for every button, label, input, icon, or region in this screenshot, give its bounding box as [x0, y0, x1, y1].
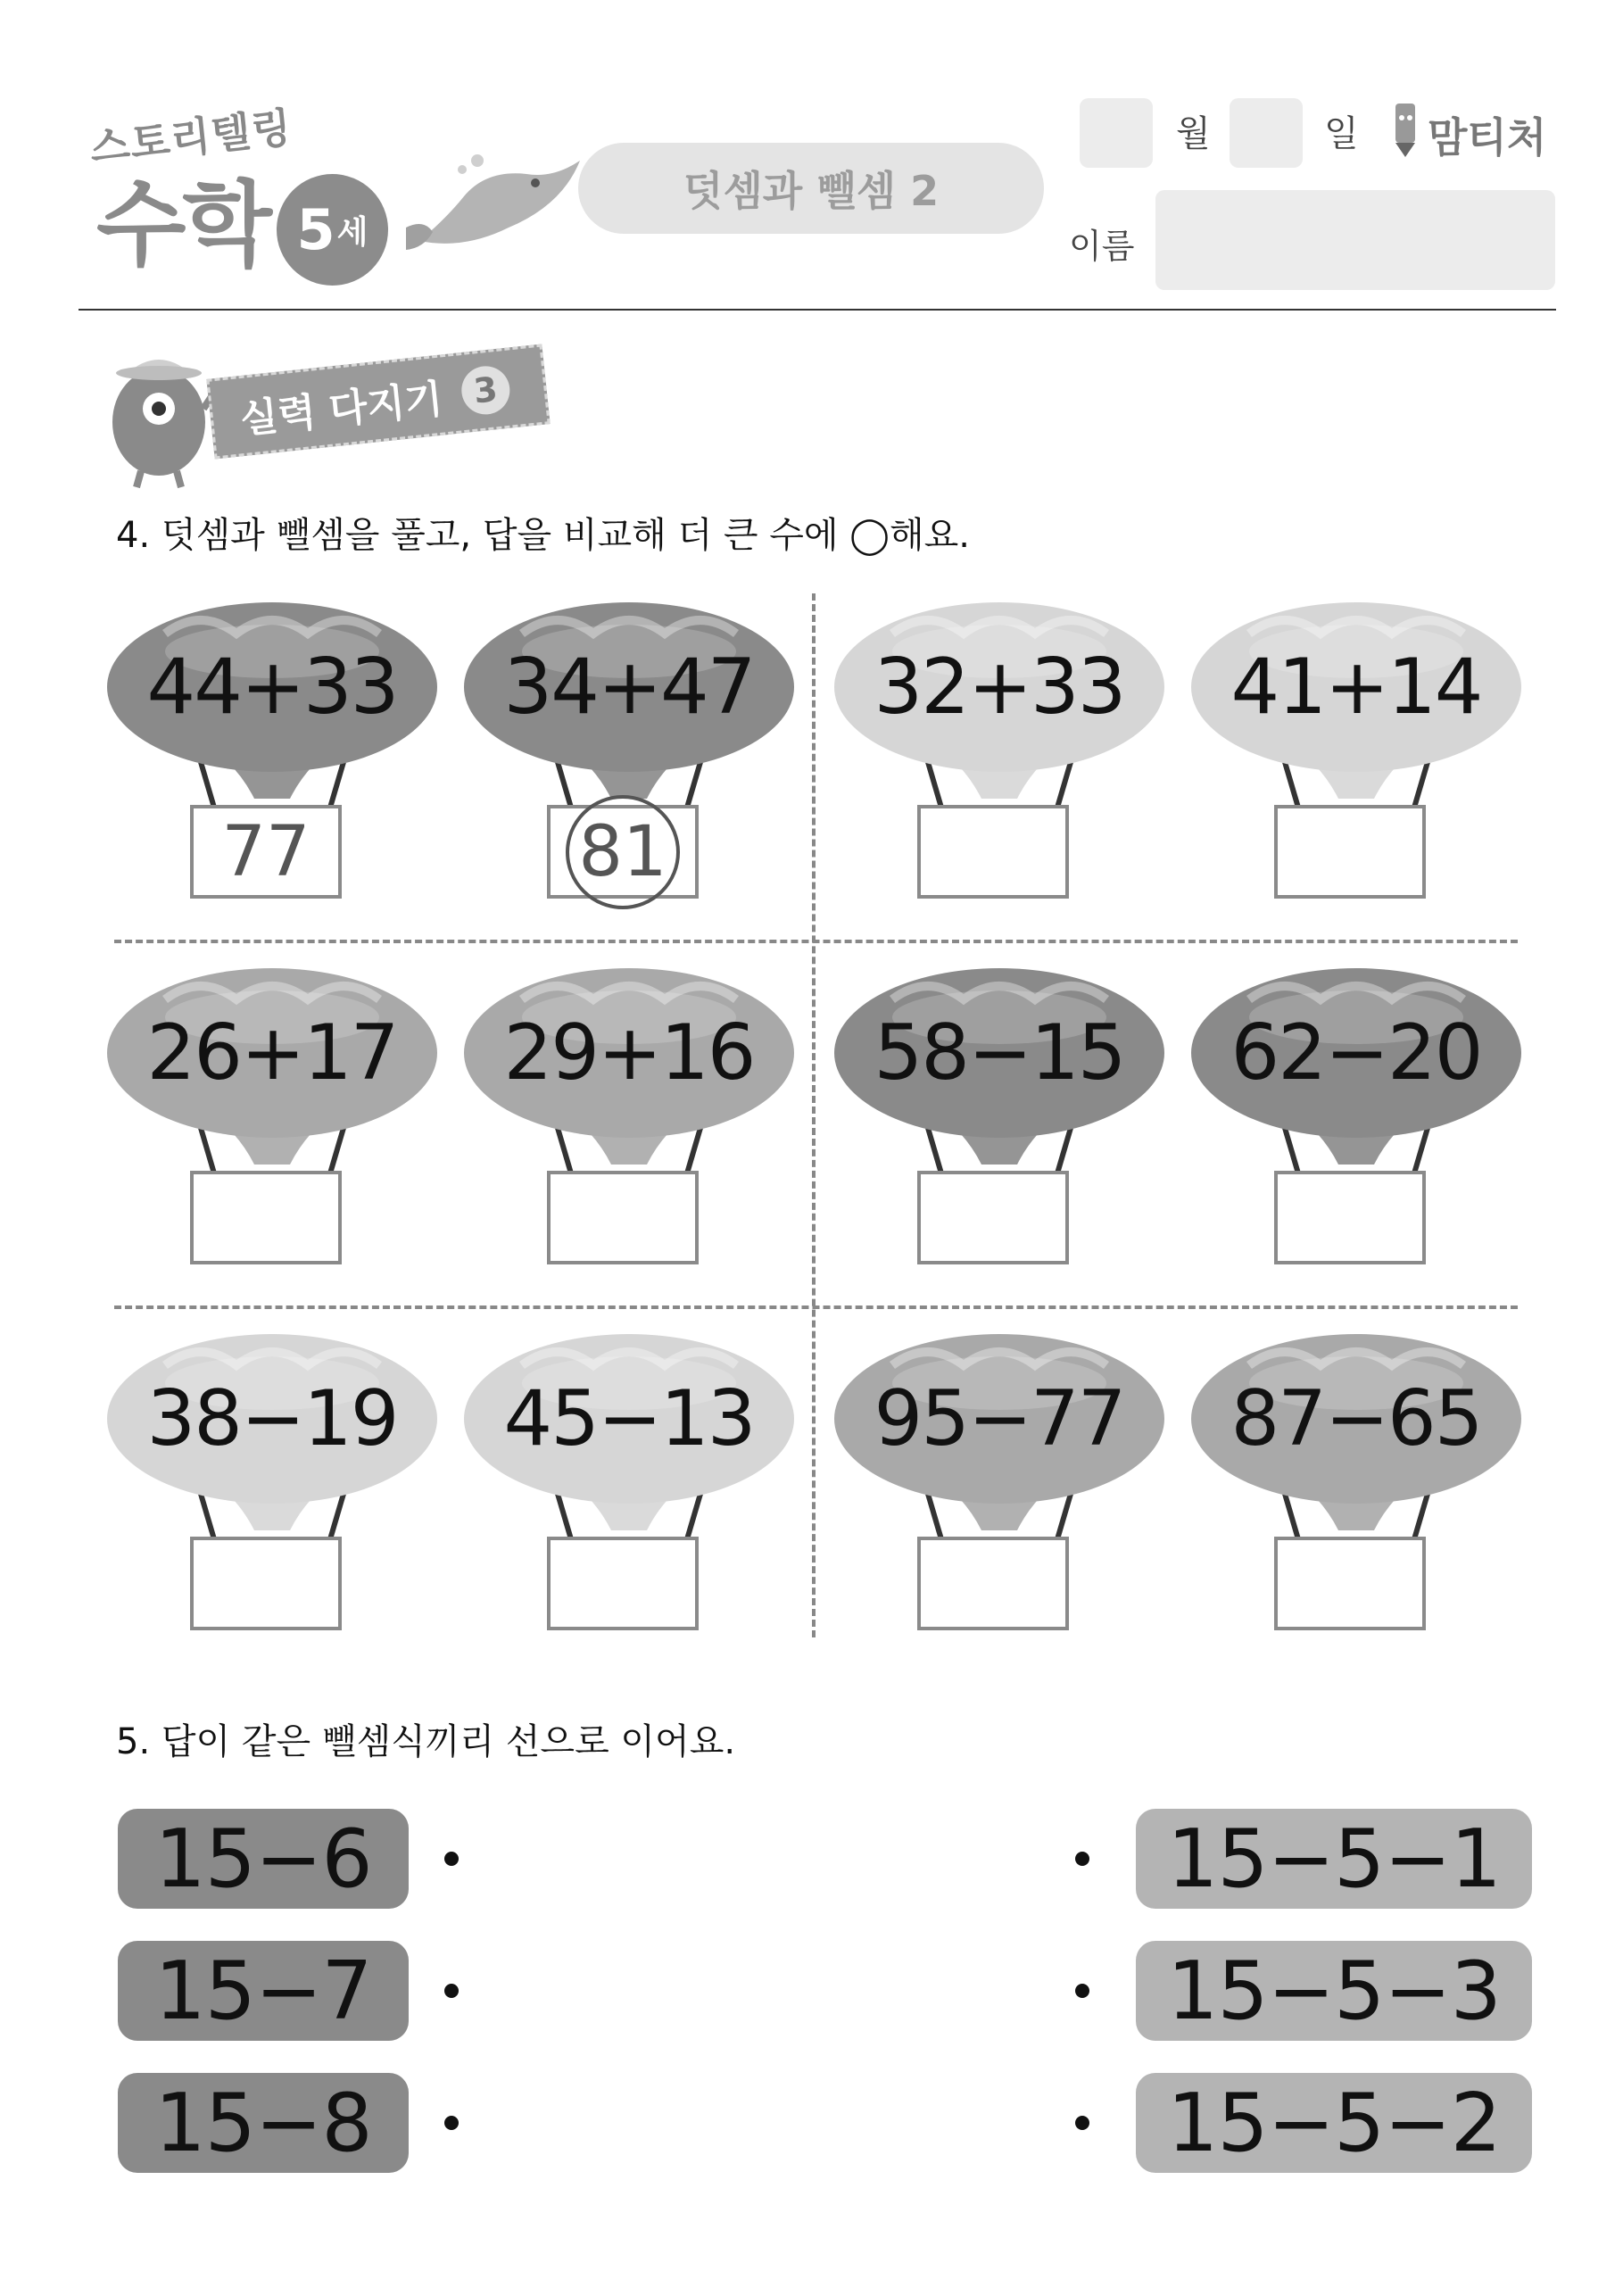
pencil-mascot-icon — [1383, 96, 1428, 159]
answer-box[interactable] — [190, 1537, 342, 1630]
day-field[interactable] — [1230, 98, 1303, 168]
match-dot-left-1[interactable] — [444, 1852, 459, 1866]
match-left-3: 15−8 — [118, 2073, 409, 2173]
match-right-1: 15−5−1 — [1136, 1809, 1532, 1909]
balloon-problem-12 — [1187, 1330, 1526, 1642]
header-divider — [79, 309, 1556, 311]
brand-logo: 맘티처 — [1428, 113, 1547, 162]
match-left-2: 15−7 — [118, 1941, 409, 2041]
answer-box[interactable] — [917, 1537, 1069, 1630]
balloon-expression: 62−20 — [1230, 1008, 1482, 1098]
name-field[interactable] — [1155, 190, 1555, 290]
match-dot-left-2[interactable] — [444, 1984, 459, 1998]
balloon-problem-5 — [103, 964, 442, 1276]
balloon-expression: 29+16 — [503, 1008, 755, 1098]
answer-box[interactable] — [917, 805, 1069, 899]
day-label: 일 — [1324, 113, 1359, 154]
q4-instruction: 4. 덧셈과 뺄셈을 풀고, 답을 비교해 더 큰 수에 ◯해요. — [116, 515, 970, 556]
balloon-problem-8 — [1187, 964, 1526, 1276]
balloon-expression: 95−77 — [874, 1374, 1125, 1463]
balloon-expression: 58−15 — [874, 1008, 1125, 1098]
balloon-problem-7 — [830, 964, 1169, 1276]
match-right-3: 15−5−2 — [1136, 2073, 1532, 2173]
answer-value: 77 — [221, 811, 311, 892]
month-label: 월 — [1176, 113, 1211, 154]
name-label: 이름 — [1069, 227, 1135, 266]
logo-age-number: 5 — [296, 197, 335, 262]
balloon-problem-2 — [460, 598, 799, 910]
balloon-problem-3 — [830, 598, 1169, 910]
balloon-expression: 38−19 — [146, 1374, 398, 1463]
balloon-expression: 32+33 — [874, 642, 1125, 732]
answer-box[interactable] — [547, 1171, 699, 1264]
match-dot-right-1[interactable] — [1075, 1852, 1089, 1866]
balloon-problem-11 — [830, 1330, 1169, 1642]
match-left-1: 15−6 — [118, 1809, 409, 1909]
logo-age-badge — [277, 174, 388, 286]
match-right-2: 15−5−3 — [1136, 1941, 1532, 2041]
match-dot-left-3[interactable] — [444, 2116, 459, 2130]
logo-top-text: 스토리텔링 — [87, 103, 294, 172]
grid-horizontal-divider-1 — [114, 940, 1518, 943]
match-dot-right-3[interactable] — [1075, 2116, 1089, 2130]
balloon-expression: 87−65 — [1230, 1374, 1482, 1463]
answer-box[interactable] — [547, 1537, 699, 1630]
balloon-expression: 34+47 — [503, 642, 755, 732]
grid-vertical-divider — [812, 593, 816, 1637]
answer-box[interactable] — [190, 1171, 342, 1264]
balloon-problem-4 — [1187, 598, 1526, 910]
section-banner-text: 실력 다지기 — [237, 376, 445, 443]
balloon-expression: 41+14 — [1230, 642, 1482, 732]
answer-box[interactable] — [547, 805, 699, 899]
grid-horizontal-divider-2 — [114, 1305, 1518, 1309]
section-banner-number: 3 — [460, 364, 512, 417]
answer-box[interactable] — [1274, 805, 1426, 899]
answer-box[interactable] — [190, 805, 342, 899]
balloon-expression: 45−13 — [503, 1374, 755, 1463]
q5-instruction: 5. 답이 같은 뺄셈식끼리 선으로 이어요. — [116, 1721, 736, 1762]
answer-box[interactable] — [1274, 1171, 1426, 1264]
month-field[interactable] — [1080, 98, 1153, 168]
answer-box[interactable] — [1274, 1537, 1426, 1630]
worksheet-title: 덧셈과 뺄셈 2 — [578, 143, 1044, 234]
section-banner — [206, 344, 550, 459]
balloon-problem-10 — [460, 1330, 799, 1642]
balloon-problem-9 — [103, 1330, 442, 1642]
balloon-problem-1 — [103, 598, 442, 910]
whale-icon — [402, 143, 607, 259]
logo-age-suffix: 세 — [336, 214, 368, 251]
match-dot-right-2[interactable] — [1075, 1984, 1089, 1998]
answer-box[interactable] — [917, 1171, 1069, 1264]
balloon-problem-6 — [460, 964, 799, 1276]
balloon-expression: 44+33 — [146, 642, 398, 732]
balloon-expression: 26+17 — [146, 1008, 398, 1098]
circled-answer: 81 — [566, 795, 680, 909]
logo-main-text: 수학 — [96, 170, 269, 279]
